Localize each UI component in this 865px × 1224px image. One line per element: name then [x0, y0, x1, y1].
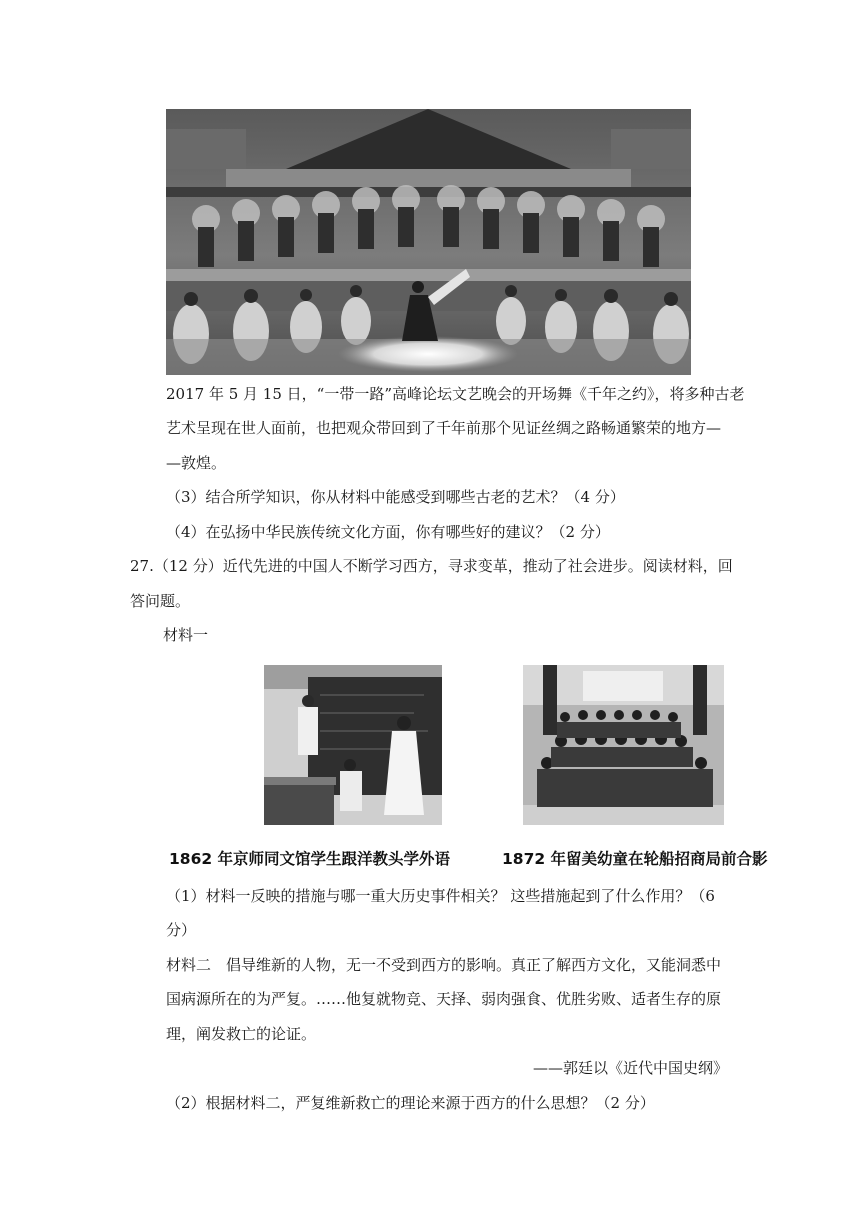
children-group-photo-icon [523, 665, 724, 825]
photo-right-caption: 1872 年留美幼童在轮船招商局前合影 [502, 850, 768, 868]
material-2-line-2: 国病源所在的为严复。……他复就物竞、天择、弱肉强食、优胜劣败、适者生存的原 [166, 990, 722, 1008]
passage-line-3: —敦煌。 [166, 454, 227, 472]
children-group-photo [523, 665, 724, 825]
material-2-source: ——郭廷以《近代中国史纲》 [533, 1059, 729, 1077]
dunhuang-dance-stage-photo-icon [166, 109, 691, 375]
question-27-line-1: 27.（12 分）近代先进的中国人不断学习西方，寻求变革，推动了社会进步。阅读材料，回 [130, 557, 733, 575]
question-3: （3）结合所学知识，你从材料中能感受到哪些古老的艺术？（4 分） [166, 488, 625, 506]
question-1-line-2: 分） [166, 921, 197, 939]
material-2-line-1: 材料二 倡导维新的人物，无一不受到西方的影响。真正了解西方文化，又能洞悉中 [166, 956, 722, 974]
passage-line-1: 2017 年 5 月 15 日，“一带一路”高峰论坛文艺晚会的开场舞《千年之约》，将多种古老 [166, 385, 745, 403]
question-4: （4）在弘扬中华民族传统文化方面，你有哪些好的建议？（2 分） [166, 523, 610, 541]
question-2: （2）根据材料二，严复维新救亡的理论来源于西方的什么思想？（2 分） [166, 1094, 655, 1112]
material-2-line-3: 理，阐发救亡的论证。 [166, 1025, 317, 1043]
passage-line-2: 艺术呈现在世人面前，也把观众带回到了千年前那个见证丝绸之路畅通繁荣的地方— [166, 419, 722, 437]
classroom-photo [264, 665, 442, 825]
question-1-line-1: （1）材料一反映的措施与哪一重大历史事件相关？ 这些措施起到了什么作用？（6 [166, 887, 715, 905]
question-27-line-2: 答问题。 [130, 592, 191, 610]
dunhuang-dance-photo [166, 109, 691, 375]
photo-left-caption: 1862 年京师同文馆学生跟洋教头学外语 [169, 850, 451, 868]
material-1-label: 材料一 [163, 626, 209, 644]
classroom-photo-icon [264, 665, 442, 825]
